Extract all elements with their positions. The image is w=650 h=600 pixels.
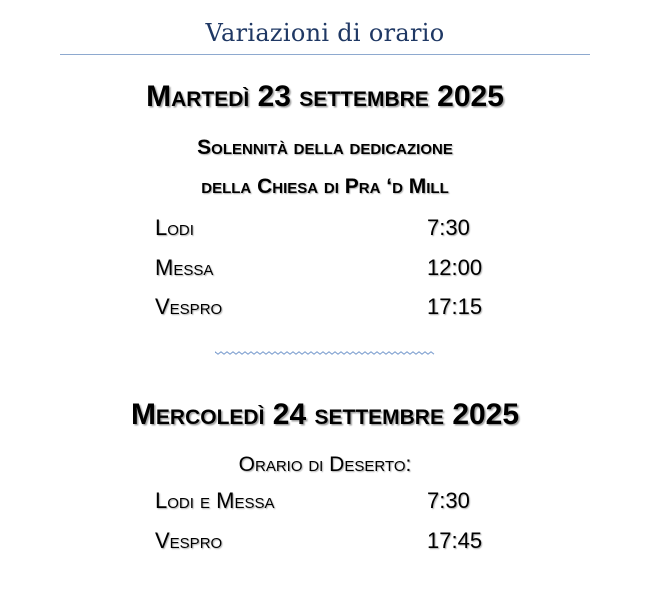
day1-schedule-row-messa — [155, 255, 555, 285]
schedule-time: 12:00 — [427, 255, 483, 280]
day1-subtitle-line1: Solennità della dedicazione — [197, 136, 453, 159]
schedule-label: Lodi e Messa — [155, 488, 275, 513]
day2-subtitle: Orario di Deserto: — [238, 453, 412, 476]
schedule-label: Vespro — [155, 528, 223, 553]
day1-schedule-row-vespro — [155, 294, 555, 324]
schedule-label: Vespro — [155, 294, 223, 319]
schedule-label: Messa — [155, 255, 214, 280]
schedule-time: 17:15 — [427, 294, 483, 319]
schedule-time: 7:30 — [427, 488, 470, 513]
day1-schedule-row-lodi — [155, 215, 555, 245]
day1-title: Martedì 23 settembre 2025 — [146, 80, 504, 113]
header-divider — [60, 54, 590, 55]
day2-title: Mercoledì 24 settembre 2025 — [130, 398, 520, 431]
schedule-time: 17:45 — [427, 528, 483, 553]
day1-subtitle-line2: della Chiesa di Pra ‘d Mill — [201, 175, 449, 198]
day2-schedule-row-lodi-messa — [155, 488, 555, 518]
wavy-divider — [215, 348, 435, 358]
header-title: Variazioni di orario — [205, 19, 445, 47]
schedule-label: Lodi — [155, 215, 194, 240]
day2-schedule-row-vespro — [155, 528, 555, 558]
schedule-time: 7:30 — [427, 215, 470, 240]
